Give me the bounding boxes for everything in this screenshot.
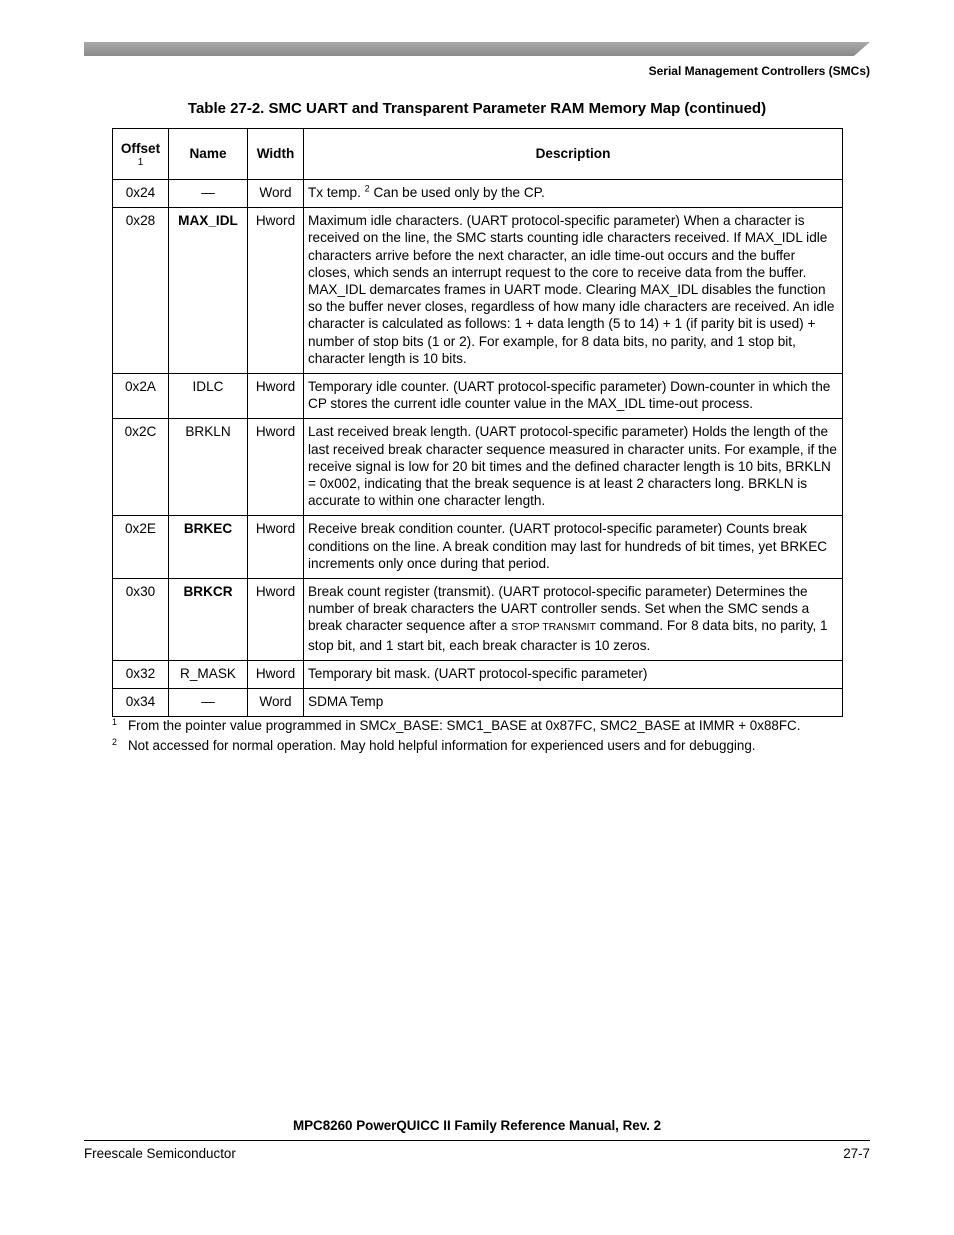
footnotes	[112, 717, 852, 757]
description-cell	[304, 579, 843, 661]
table-header-row	[113, 129, 843, 180]
table-row	[113, 516, 843, 579]
offset-cell: 0x2E	[113, 516, 169, 579]
footnote-text: _BASE: SMC1_BASE at 0x87FC, SMC2_BASE at IMMR + 0x88FC.	[395, 718, 801, 733]
offset-cell: 0x2C	[113, 419, 169, 516]
name-cell: MAX_IDL	[169, 208, 248, 374]
stop-transmit-command: STOP TRANSMIT	[511, 621, 596, 634]
offset-header-label: Offset	[120, 141, 161, 157]
footer-title: MPC8260 PowerQUICC II Family Reference Manual, Rev. 2	[292, 1118, 662, 1133]
footnote-2	[112, 737, 852, 757]
footnote-1	[112, 717, 852, 737]
col-header-offset	[113, 129, 169, 180]
table-row	[113, 419, 843, 516]
offset-cell: 0x24	[113, 180, 169, 208]
width-cell: Hword	[248, 208, 304, 374]
col-header-width: Width	[248, 129, 304, 180]
offset-cell: 0x30	[113, 579, 169, 661]
description-cell	[304, 180, 843, 208]
header-bar	[84, 42, 870, 56]
width-cell: Word	[248, 689, 304, 717]
name-cell: BRKCR	[169, 579, 248, 661]
footnote-mark: 1	[112, 717, 118, 727]
description-cell: Last received break length. (UART protocol-specific parameter) Holds the length of the last received break character sequence measured in character units. For example, if the receive signal is low for 20 bit times and the defined character length is 10 bits, BRKLN = 0x002, indicating that the break sequence is at least 2 characters long. BRKLN is accurate to within one character length.	[304, 419, 843, 516]
description-text: Break count register (transmit). (UART protocol-specific parameter) Determines the number of break characters the UART controller sends. Set when the SMC sends a break character sequence after a	[308, 584, 810, 634]
col-header-name: Name	[169, 129, 248, 180]
description-cell: Temporary idle counter. (UART protocol-specific parameter) Down-counter in which the CP stores the current idle counter value in the MAX_IDL time-out process.	[304, 374, 843, 419]
page-number: 27-7	[843, 1146, 870, 1161]
width-cell: Hword	[248, 579, 304, 661]
table-row	[113, 579, 843, 661]
width-cell: Hword	[248, 660, 304, 688]
description-cell: Maximum idle characters. (UART protocol-specific parameter) When a character is received on the line, the SMC starts counting idle characters received. If MAX_IDL idle characters arrive before the next character, an idle time-out occurs and the buffer closes, which sends an interrupt request to the core to receive data from the buffer. MAX_IDL demarcates frames in UART mode. Clearing MAX_IDL disables the function so the buffer never closes, regardless of how many idle characters are received. An idle character is calculated as follows: 1 + data length (5 to 14) + 1 (if parity bit is used) + number of stop bits (1 or 2). For example, for 8 data bits, no parity, and 1 stop bit, character length is 10 bits.	[304, 208, 843, 374]
table-title: Table 27-2. SMC UART and Transparent Parameter RAM Memory Map (continued)	[187, 100, 767, 117]
offset-cell: 0x2A	[113, 374, 169, 419]
width-cell: Hword	[248, 419, 304, 516]
footnote-ref: 2	[364, 183, 370, 194]
name-cell: —	[169, 689, 248, 717]
name-cell: BRKEC	[169, 516, 248, 579]
name-cell: —	[169, 180, 248, 208]
memory-map-table	[112, 128, 843, 717]
col-header-description: Description	[304, 129, 843, 180]
running-head: Serial Management Controllers (SMCs)	[648, 64, 870, 78]
table-row	[113, 660, 843, 688]
name-cell: BRKLN	[169, 419, 248, 516]
offset-header-footnote: 1	[137, 156, 144, 168]
name-cell: R_MASK	[169, 660, 248, 688]
table-row	[113, 689, 843, 717]
table-row	[113, 180, 843, 208]
offset-cell: 0x28	[113, 208, 169, 374]
description-text: Can be used only by the CP.	[369, 185, 545, 200]
width-cell: Hword	[248, 516, 304, 579]
offset-cell: 0x34	[113, 689, 169, 717]
footnote-text: From the pointer value programmed in SMC	[128, 718, 390, 733]
footnote-italic: x	[389, 718, 396, 733]
table-row	[113, 208, 843, 374]
name-cell: IDLC	[169, 374, 248, 419]
description-cell: Temporary bit mask. (UART protocol-specific parameter)	[304, 660, 843, 688]
description-cell: SDMA Temp	[304, 689, 843, 717]
description-text: command. For 8 data bits, no parity, 1 stop bit, and 1 start bit, each break character is 10 zeros.	[308, 618, 828, 653]
footnote-text: Not accessed for normal operation. May hold helpful information for experienced users and for debugging.	[128, 738, 756, 753]
table-row	[113, 374, 843, 419]
width-cell: Word	[248, 180, 304, 208]
description-text: Tx temp.	[308, 185, 365, 200]
footer-rule	[84, 1140, 870, 1141]
footnote-mark: 2	[112, 737, 118, 747]
description-cell: Receive break condition counter. (UART protocol-specific parameter) Counts break conditions on the line. A break condition may last for hundreds of bit times, yet BRKEC increments only once during that period.	[304, 516, 843, 579]
footer-publisher: Freescale Semiconductor	[84, 1146, 236, 1161]
width-cell: Hword	[248, 374, 304, 419]
offset-cell: 0x32	[113, 660, 169, 688]
